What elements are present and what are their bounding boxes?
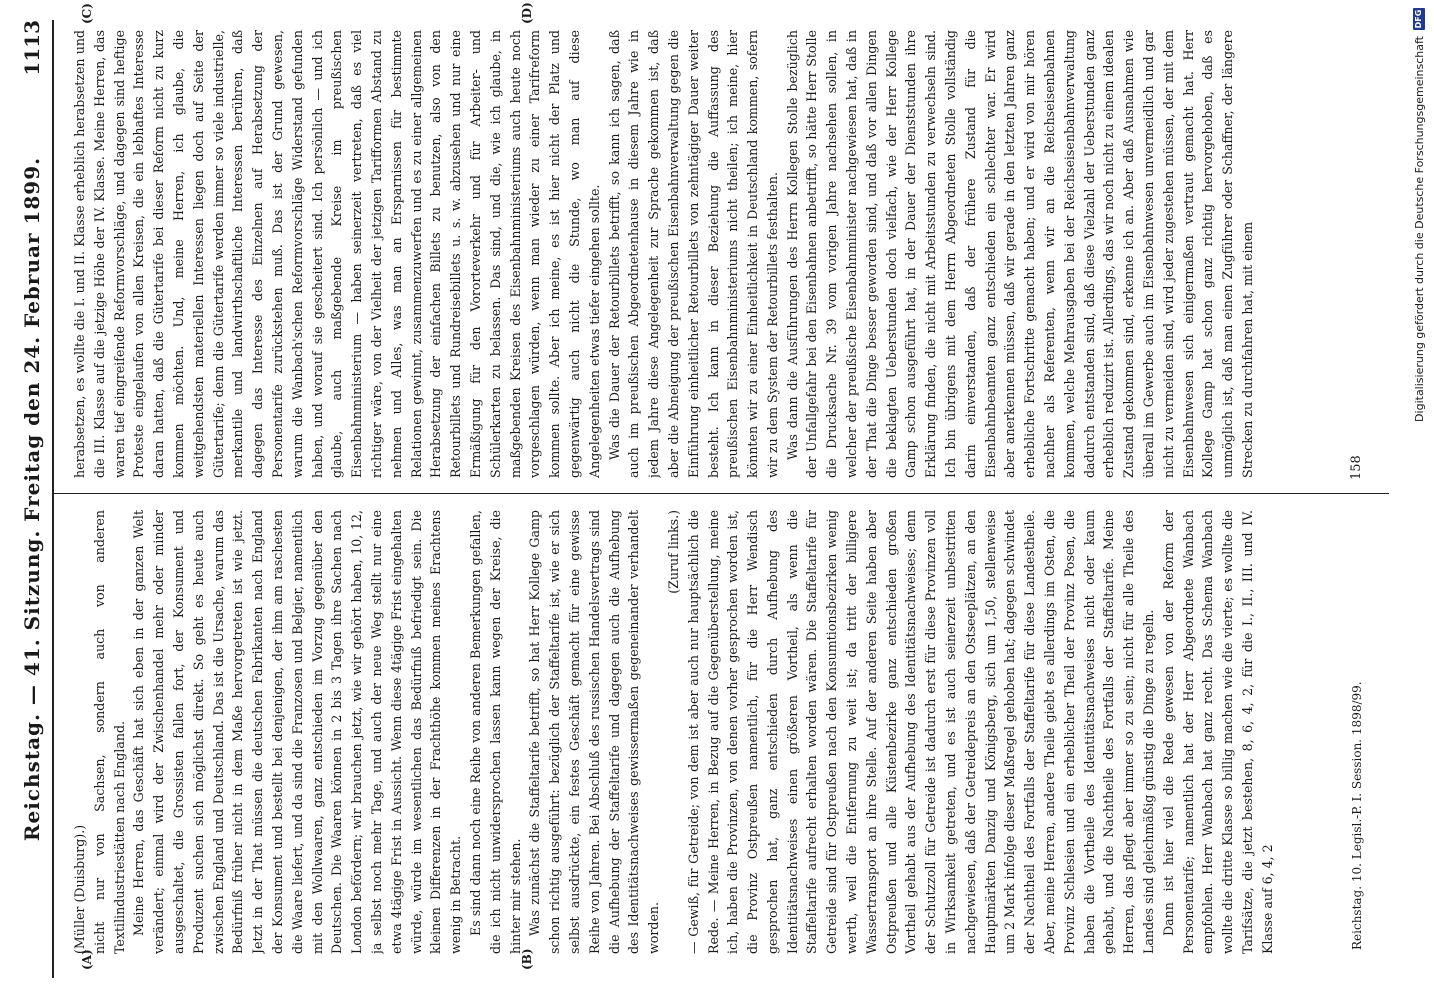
left-column xyxy=(70,510,1354,954)
header-rule xyxy=(52,20,54,978)
dfg-logo-icon: DFG xyxy=(1414,9,1423,29)
page-number: 1113 xyxy=(20,20,44,76)
interjection: (Zuruf links.) xyxy=(665,510,681,594)
speaker-name: (Müller (Duisburg).) xyxy=(72,824,87,954)
sheet-number: 158 xyxy=(1349,455,1364,480)
margin-marker-a: (A) xyxy=(80,949,94,970)
paragraph: Was die Dauer der Retourbillets betrifft, so kann ich sagen, daß auch im preußischen Abgeordnetenhause in diesem Jahre wie in jedem Jahre diese Angelegenheit zur Sprache gekommen ist, daß aber die Abneigung der preußischen Eisenbahnverwaltung gegen die Einführung einheitlicher Retourbillets von zehntägiger Dauer weiter besteht. Ich kann in dieser Beziehung die Auffassung des preußischen Eisenbahnministeriums nicht theilen; ich meine, hier könnten wir zu einer Einheitlichkeit in Deutschland kommen, sofern wir zu dem System der Retourbillets festhalten. xyxy=(606,30,780,478)
page-header xyxy=(20,20,54,978)
paragraph: Meine Herren, das Geschäft hat sich eben in der ganzen Welt verändert; einmal wird der Zwischenhandel mehr oder minder ausgeschaltet, die Grossisten fallen fort, der Konsument und Produzent suchen sich möglichst direkt. So geht es heute auch zwischen England und Deutschland. Das ist die Ursache, warum das Bedürfniß früher nicht in dem Maße hervorgetreten ist wie jetzt. Jetzt in der That müssen die deutschen Fabrikanten nach England der Konsument und bestellt bei denjenigen, der ihm am raschesten die Waare liefert, und da sind die Franzosen und Belgier, namentlich mit den Wollwaaren, ganz entschieden im Vorzug gegenüber den Deutschen. Die Waaren können in 2 bis 3 Tagen ihre Sachen nach London befördern; wir brauchen jetzt, wie wir gehört haben, 10, 12, ja selbst noch mehr Tage, und auch der neue Weg stellt nur eine etwa 4tägige Frist in Aussicht. Wenn diese 4tägige Frist eingehalten würde, würde im wesentlichen das Bedürfniß befriedigt sein. Die kleinen Differenzen in der Frachthöhe kommen meines Erachtens wenig in Betracht. xyxy=(131,510,464,954)
right-column xyxy=(70,30,1354,478)
paragraph: Dann ist hier viel die Rede gewesen von der Reform der Personentarife; namentlich hat der Herr Abgeordnete Wanbach empfohlen. Herr Wanbach hat ganz recht. Das Schema Wanbach wollte die dritte Klasse so billig machen wie die vierte; es wollte die Tarifsätze, die jetzt bestehen, 8, 6, 4, 2, für die I., II., III. und IV. Klasse auf 6, 4, 2 xyxy=(1160,510,1275,954)
margin-marker-d: (D) xyxy=(520,2,534,24)
digitization-credit xyxy=(1410,8,1428,992)
margin-marker-b: (B) xyxy=(520,948,534,970)
paragraph: herabsetzen, es wollte die I. und II. Klasse erheblich herabsetzen und die III. Klasse auf die jetzige Höhe der IV. Klasse. Meine Herren, das waren tief eingreifende Reformvorschläge, und dagegen sind heftige Proteste eingelaufen von allen Kreisen, die ein lebhaftes Interesse daran hatten, daß die Gütertarife bei dieser Reform nicht zu kurz kommen möchten. Und, meine Herren, ich glaube, die weitgehendsten materiellen Interessen liegen doch auf Seite der Gütertarife; denn die Gütertarife werden immer so viele industrielle, merkantile und landwirthschaftliche Interessen berühren, daß dagegen das Interesse des Einzelnen auf Herabsetzung der Personentarife zurückstehen muß. Das ist der Grund gewesen, warum die Wanbach'schen Reformvorschläge Widerstand gefunden haben, und worauf sie gescheitert sind. Ich persönlich — und ich glaube, auch maßgebende Kreise im preußischen Eisenbahnministerium — haben seinerzeit vertreten, daß es viel richtiger wäre, von der Vielheit der jetzigen Tarifformen Abstand zu nehmen und Alles, was man an Ersparnissen für bestimmte Relationen gewinnt, zusammenzuwerfen und es zu einer allgemeinen Herabsetzung der einfachen Billets zu benutzen, also von den Retourbillets und Rundreisebillets u. s. w. abzusehen und nur eine Ermäßigung für den Vororteverkehr und für Arbeiter- und Schülerkarten zu belassen. Das sind, und die, wie ich glaube, in maßgebenden Kreisen des Eisenbahnministeriums auch heute noch vorgeschlagen würden, wenn man wieder zu einer Tarifreform kommen sollte. Aber ich meine, es ist hier nicht der Platz und gegenwärtig auch nicht die Stunde, wo man auf diese Angelegenheiten etwas tiefer eingehen sollte. xyxy=(72,30,602,478)
page-title: Reichstag. — 41. Sitzung. Freitag den 24. Februar 1899. xyxy=(20,156,44,842)
credit-text: Digitalisierung gefördert durch die Deutsche Forschungsgemeinschaft xyxy=(1412,36,1426,422)
margin-marker-c: (C) xyxy=(80,3,94,24)
paragraph: nicht nur von Sachsen, sondern auch von anderen Textilindustriestätten nach England. xyxy=(91,510,127,954)
paragraph: Was dann die Ausführungen des Herrn Kollegen Stolle bezüglich der Unfallgefahr bei den Eisenbahnen anbetrifft, so hätte Herr Stolle die Drucksache Nr. 39 vom vorigen Jahre nachsehen sollen, in welcher der preußische Eisenbahnminister nachgewiesen hat, daß in der That die Dinge besser geworden sind, und daß vor allen Dingen die beklagten Ueberstunden doch vielfach, wie der Herr Kollege Gamp schon ausgeführt hat, in der Dauer der Dienststunden ihre Erklärung finden, die nicht mit Arbeitsstunden zu verwechseln sind. Ich bin übrigens mit dem Herrn Abgeordneten Stolle vollständig darin einverstanden, daß der frühere Zustand für die Eisenbahnbeamten ganz entschieden ein schlechter war. Er wird aber anerkennen müssen, daß wir gerade in den letzten Jahren ganz erhebliche Fortschritte gemacht haben; und er wird von mir hören nachher als Referenten, wenn wir an die Reichseisenbahnen kommen, welche Mehrausgaben bei der Reichseisenbahnverwaltung dadurch entstanden sind, daß diese Vielzahl der Ueberstunden ganz erheblich reduzirt ist. Allerdings, das wir noch nicht zu einem idealen Zustand gekommen sind, erkenne ich an. Aber daß Ausnahmen wie überall im Gewerbe auch im Eisenbahnwesen unvermeidlich und gar nicht zu vermeiden sind, wird jeder zugestehen müssen, der mit dem Eisenbahnwesen sich einigermaßen vertraut gemacht hat. Herr Kollege Gamp hat schon ganz richtig hervorgehoben, daß es unmöglich ist, daß man einen Zugführer oder Schaffner, der längere Strecken zu durchfahren hat, mit einem xyxy=(784,30,1256,478)
publication-footer: Reichstag. 10. Legisl.-P. I. Session. 1898/99. xyxy=(1350,681,1364,950)
column-divider xyxy=(52,493,1389,494)
paragraph: Es sind dann noch eine Reihe von anderen Bemerkungen gefallen, die ich nicht unwidersprochen lassen kann wegen der Kreise, die hinter mir stehen. xyxy=(467,510,523,954)
paragraph: — Gewiß, für Getreide; von dem ist aber auch nur hauptsächlich die Rede. — Meine Herren, in Bezug auf die Gegenüberstellung, meine ich, haben die Provinzen, von denen vorher gesprochen worden ist, die Provinz Ostpreußen namentlich, für die Herr Wendisch gesprochen hat, ganz entschieden durch Aufhebung des Identitätsnachweises einen größeren Vortheil, als wenn die Staffeltarife aufrecht erhalten worden wären. Die Staffeltarife für Getreide sind für Ostpreußen nach den Konsumtionsbezirken wenig werth, weil die Entfernung zu weit ist; da tritt der billigere Wassertransport an ihre Stelle. Auf der anderen Seite haben aber Ostpreußen und alle Küstenbezirke ganz entschieden großen Vortheil gehabt aus der Aufhebung des Identitätsnachweises; denn der Schutzzoll für Getreide ist dadurch erst für diese Provinzen voll in Wirksamkeit getreten, und es ist auch seinerzeit unbestritten nachgewiesen, daß der Getreidepreis an den Ostseeplätzen, an den Hauptmärkten Danzig und Königsberg, sich um 1,50, stellenweise um 2 Mark infolge dieser Maßregel gehoben hat; dagegen schwindet der Nachtheil des Fortfalls der Staffeltarife für diese Landestheile. Aber, meine Herren, andere Theile giebt es allerdings im Osten, die Provinz Schlesien und ein erheblicher Theil der Provinz Posen, die haben die Vortheile des Identitätsnachweises nicht oder kaum gehabt, und die Nachtheile des Fortfalls der Staffeltarife. Meine Herren, das pflegt aber immer so zu sein; nicht für alle Theile des Landes sind gleichmäßig günstig die Dinge zu regeln. xyxy=(685,510,1157,954)
paragraph: Was zunächst die Staffeltarife betrifft, so hat Herr Kollege Gamp schon richtig ausgeführt: bezüglich der Staffeltarife ist, wie er sich selbst ausdrückte, ein festes Geschäft gemacht für eine gewisse Reihe von Jahren. Bei Abschluß des russischen Handelsvertrags sind die Aufhebung der Staffeltarife und dagegen auch die Aufhebung des Identitätsnachweises gewissermaßen gegeneinander verhandelt worden. xyxy=(527,510,662,954)
